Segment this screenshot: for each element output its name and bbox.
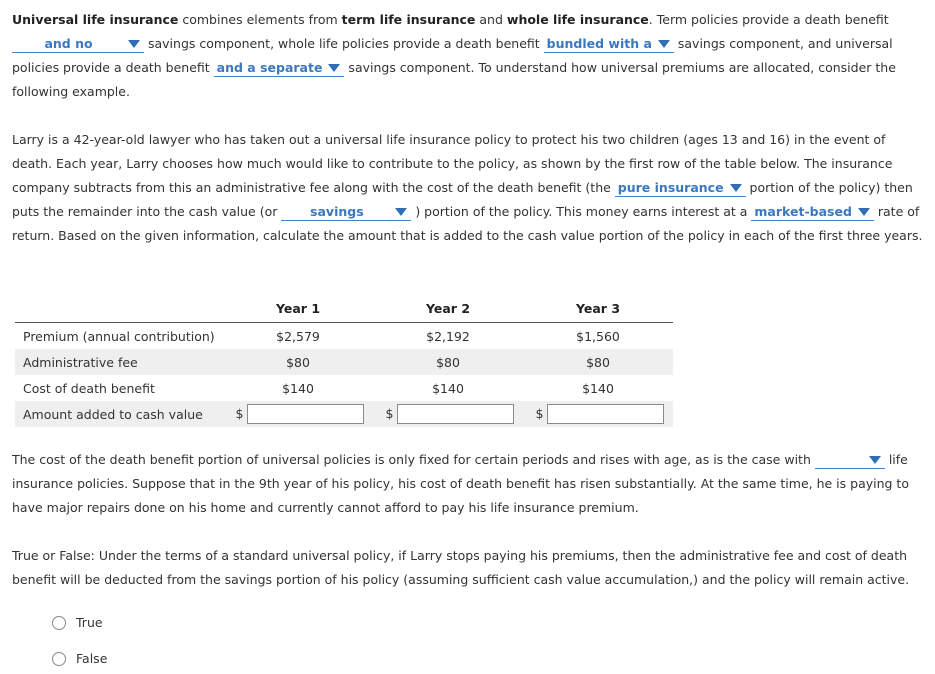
term-whole-life: whole life insurance — [506, 12, 649, 27]
chevron-down-icon — [858, 208, 870, 216]
option-true[interactable] — [52, 615, 103, 630]
intro-paragraph: Universal life insurance combines elements from term life insurance and whole life insurance. Term policies provide a death benefit and no savings component, whole life policies provide a death benefit bundled with a savings component, and universal policies provide a death benefit and a separate savings component. To understand how universal premiums are allocated, consider the following example. — [12, 12, 896, 99]
cash-value-input-year-2[interactable] — [397, 404, 514, 424]
chevron-down-icon — [869, 456, 881, 464]
term-term-life: term life insurance — [341, 12, 476, 27]
table-header-row — [15, 294, 673, 323]
header-year-2: Year 2 — [373, 294, 523, 323]
larry-paragraph: Larry is a 42-year-old lawyer who has taken out a universal life insurance policy to protect his two children (ages 13 and 16) in the event of death. Each year, Larry chooses how much would like to contribute to the policy, as shown by the first row of the table below. The insurance company subtracts from this an administrative fee along with the cost of the death benefit (the pure insurance portion of the policy) then puts the remainder into the cash value (or savings ) portion of the policy. This money earns interest at a market-based rate of return. Based on the given information, calculate the amount that is added to the cash value portion of the policy in each of the first three years. — [12, 132, 923, 243]
option-false[interactable] — [52, 651, 107, 666]
dropdown-rate[interactable]: market-based — [751, 203, 874, 221]
header-year-1: Year 1 — [223, 294, 373, 323]
dropdown-universal-benefit[interactable]: and a separate — [214, 59, 345, 77]
chevron-down-icon — [658, 40, 670, 48]
table-row: Administrative fee $80 $80 $80 — [15, 349, 673, 375]
radio-false[interactable] — [52, 652, 66, 666]
dropdown-term-benefit[interactable]: and no — [12, 35, 144, 53]
radio-true[interactable] — [52, 616, 66, 630]
option-true-label: True — [76, 615, 103, 630]
table-row: Premium (annual contribution) $2,579 $2,192 $1,560 — [23, 328, 620, 344]
chevron-down-icon — [730, 184, 742, 192]
cash-value-table — [15, 294, 673, 427]
table-row: Cost of death benefit $140 $140 $140 — [23, 380, 614, 396]
cash-value-input-year-1[interactable] — [247, 404, 364, 424]
term-universal: Universal life insurance — [12, 12, 179, 27]
header-year-3: Year 3 — [523, 294, 673, 323]
question-text: True or False: Under the terms of a standard universal policy, if Larry stops paying his premiums, then the administrative fee and cost of death benefit will be deducted from the savings portion of his policy (assuming sufficient cash value accumulation,) and the policy will remain active. — [12, 548, 910, 587]
option-false-label: False — [76, 651, 108, 666]
dropdown-pure-insurance[interactable]: pure insurance — [615, 179, 746, 197]
chevron-down-icon — [395, 208, 407, 216]
chevron-down-icon — [128, 40, 140, 48]
chevron-down-icon — [328, 64, 340, 72]
table-row-input: Amount added to cash value $ $ $ — [15, 401, 673, 427]
cash-value-input-year-3[interactable] — [547, 404, 664, 424]
dropdown-policy-type[interactable] — [815, 451, 885, 469]
dropdown-whole-benefit[interactable]: bundled with a — [544, 35, 674, 53]
dropdown-savings[interactable]: savings — [281, 203, 411, 221]
cost-paragraph: The cost of the death benefit portion of universal policies is only fixed for certain periods and rises with age, as is the case with life insurance policies. Suppose that in the 9th year of his policy, his cost of death benefit has risen substantially. At the same time, he is paying to have major repairs done on his home and currently cannot afford to pay his life insurance premium. — [12, 452, 909, 515]
